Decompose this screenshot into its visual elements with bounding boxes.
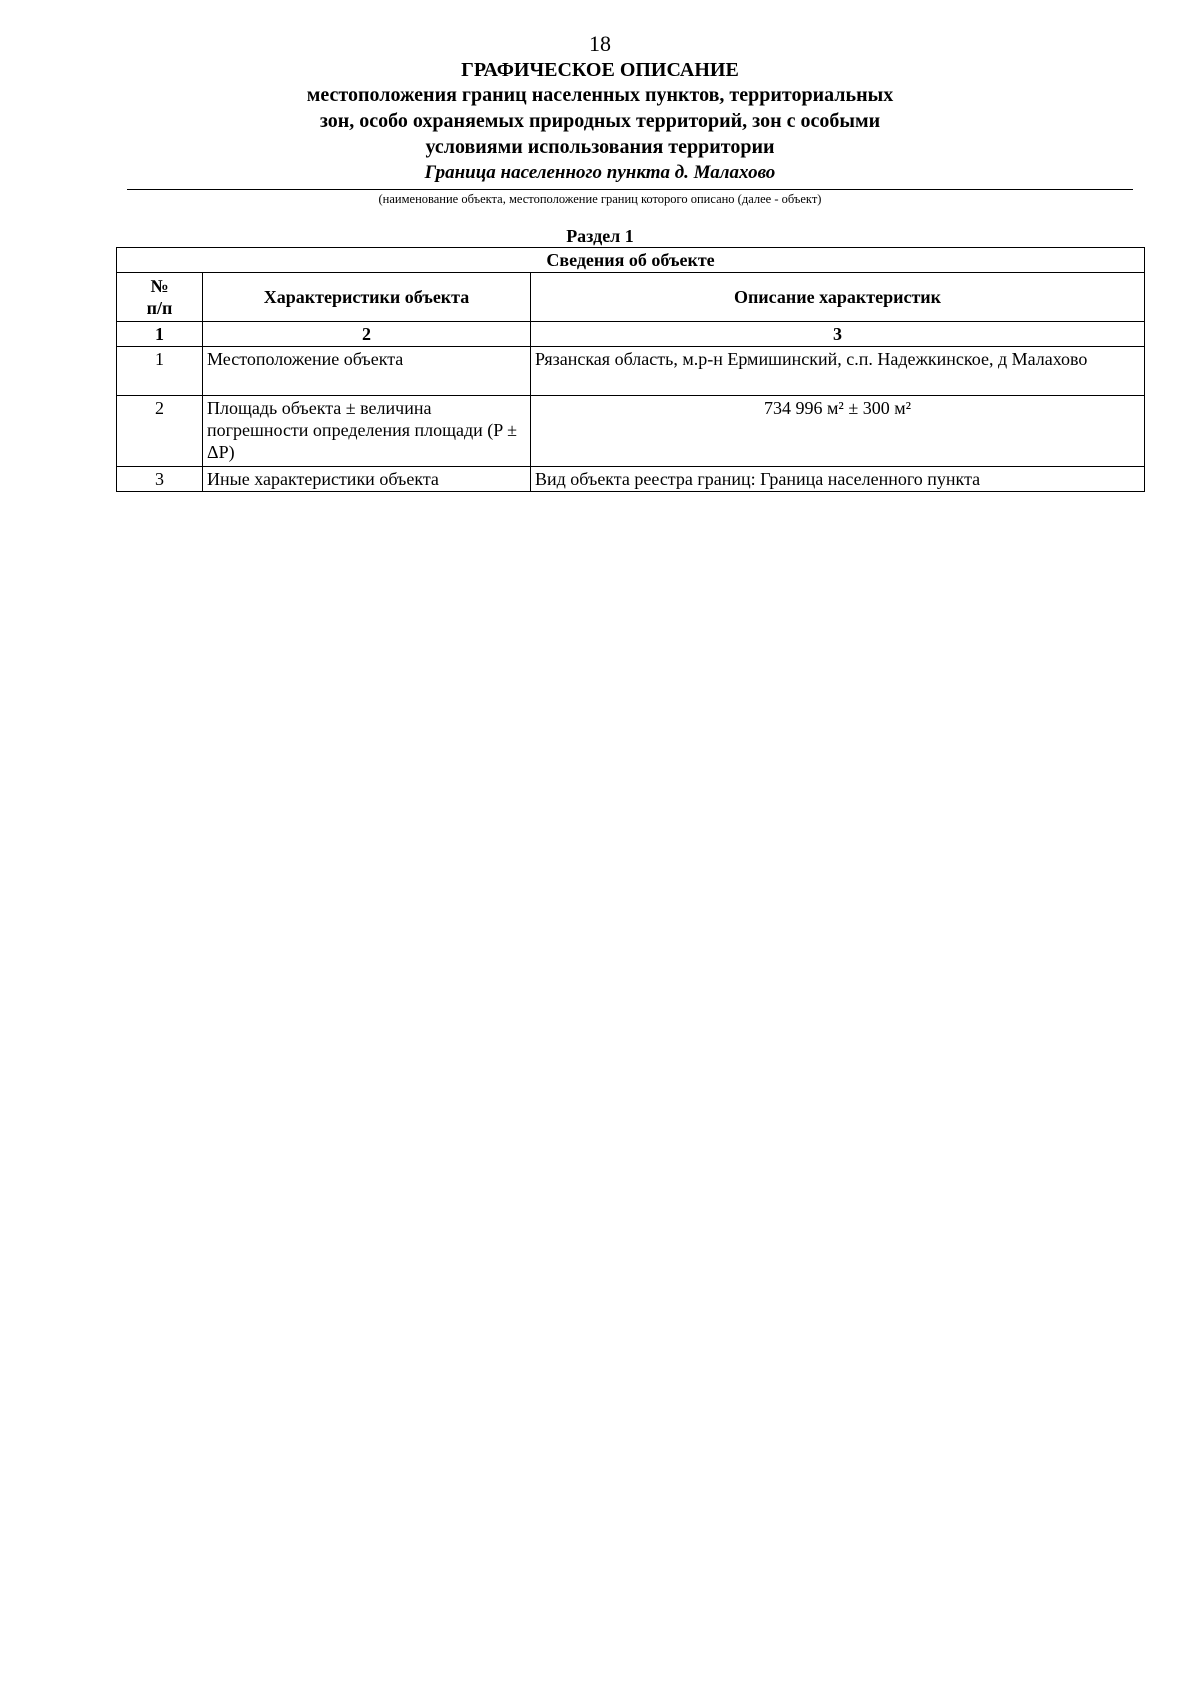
column-header-description: Описание характеристик	[531, 273, 1145, 322]
table-header-row	[117, 273, 1145, 322]
row-number: 2	[117, 396, 203, 467]
document-subtitle-line: местоположения границ населенных пунктов, территориальных	[306, 84, 894, 106]
column-numbers-row	[117, 322, 1145, 347]
row-characteristic: Площадь объекта ± величина погрешности определения площади (P ± ΔP)	[203, 396, 531, 467]
column-header-characteristics: Характеристики объекта	[203, 273, 531, 322]
table-caption: Сведения об объекте	[117, 248, 1145, 273]
row-characteristic: Местоположение объекта	[203, 347, 531, 396]
column-header-number	[117, 273, 203, 322]
row-characteristic: Иные характеристики объекта	[203, 467, 531, 492]
object-name-caption: (наименование объекта, местоположение границ которого описано (далее - объект)	[378, 192, 822, 206]
row-number: 3	[117, 467, 203, 492]
row-description: Рязанская область, м.р-н Ермишинский, с.п. Надежкинское, д Малахово	[531, 347, 1145, 396]
page-number: 18	[589, 31, 611, 56]
section-title: Раздел 1	[566, 226, 634, 246]
table-caption-row	[117, 248, 1145, 273]
column-header-number-line2: п/п	[146, 298, 173, 318]
object-name: Граница населенного пункта д. Малахово	[424, 162, 776, 183]
object-name-underline	[127, 189, 1133, 190]
table-row	[117, 467, 1145, 492]
column-number: 3	[531, 322, 1145, 347]
document-header	[0, 58, 1200, 186]
row-description: Вид объекта реестра границ: Граница населенного пункта	[531, 467, 1145, 492]
row-description: 734 996 м² ± 300 м²	[531, 396, 1145, 467]
document-subtitle-line: зон, особо охраняемых природных территорий, зон с особыми	[319, 110, 881, 132]
column-number: 1	[117, 322, 203, 347]
document-subtitle-line: условиями использования территории	[425, 136, 775, 158]
row-number: 1	[117, 347, 203, 396]
document-title: ГРАФИЧЕСКОЕ ОПИСАНИЕ	[461, 59, 739, 81]
object-info-table	[116, 247, 1145, 492]
table-row	[117, 396, 1145, 467]
column-header-number-line1: №	[150, 276, 169, 296]
column-number: 2	[203, 322, 531, 347]
table-row	[117, 347, 1145, 396]
